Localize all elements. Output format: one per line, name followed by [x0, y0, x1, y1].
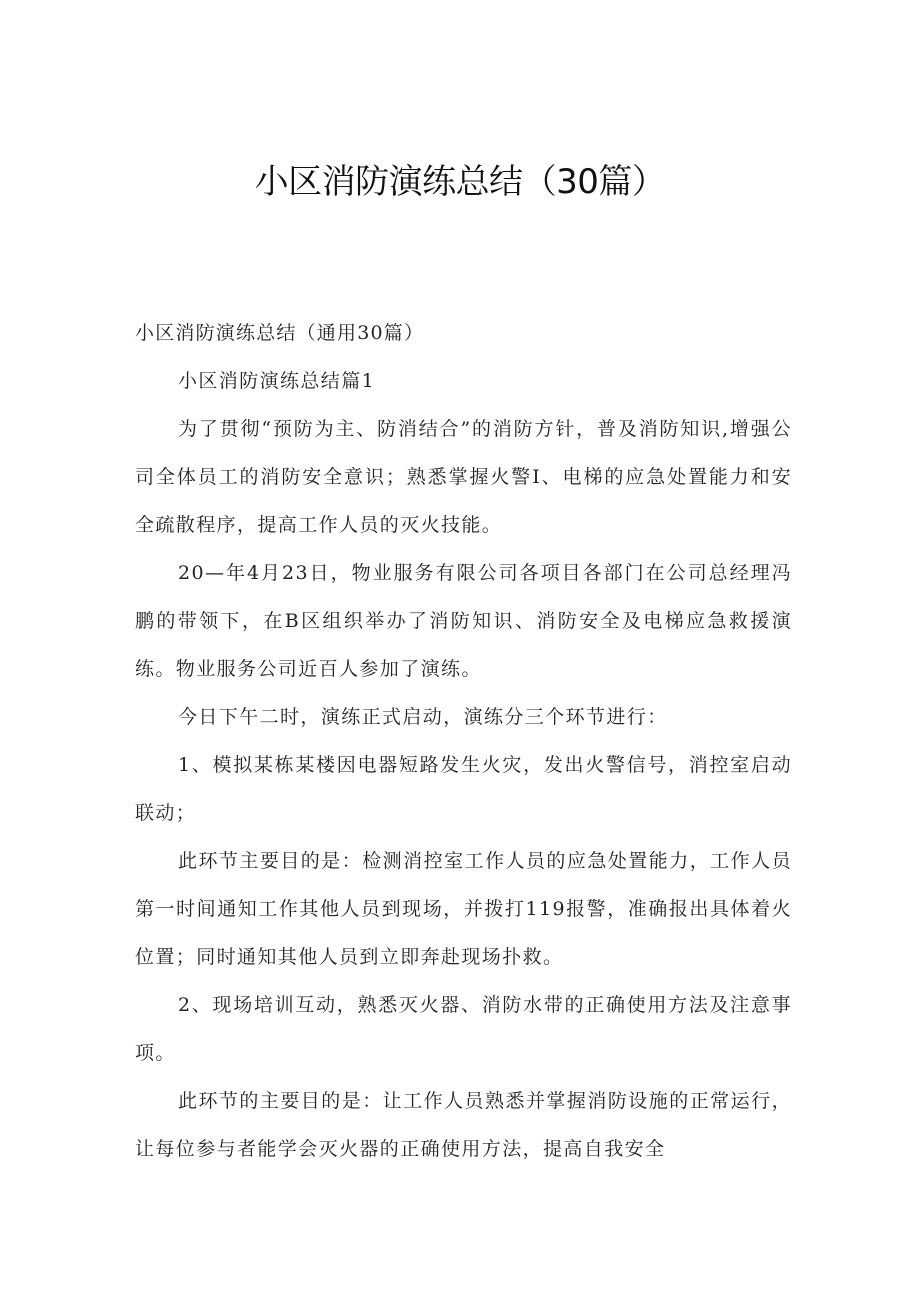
- section-heading: 小区消防演练总结篇1: [178, 370, 376, 392]
- paragraph-schedule: 今日下午二时，演练正式启动，演练分三个环节进行：: [178, 706, 668, 728]
- document-body: [135, 309, 792, 1173]
- paragraph-step-2-goal: 此环节的主要目的是：让工作人员熟悉并掌握消防设施的正常运行，让每位参与者能学会灭火器的正确使用方法，提高自我安全: [135, 1090, 792, 1160]
- paragraph-purpose: 为了贯彻“预防为主、防消结合”的消防方针，普及消防知识,增强公司全体员工的消防安全意识；熟悉掌握火警I、电梯的应急处置能力和安全疏散程序，提高工作人员的灭火技能。: [135, 418, 792, 536]
- document-title: 小区消防演练总结（30篇）: [254, 162, 666, 202]
- paragraph-event-date: 20—年4月23日，物业服务有限公司各项目各部门在公司总经理冯鹏的带领下，在B区组织举办了消防知识、消防安全及电梯应急救援演练。物业服务公司近百人参加了演练。: [135, 562, 792, 680]
- paragraph-step-2: 2、现场培训互动，熟悉灭火器、消防水带的正确使用方法及注意事项。: [135, 994, 792, 1064]
- paragraph-step-1: 1、模拟某栋某楼因电器短路发生火灾，发出火警信号，消控室启动联动；: [135, 754, 792, 824]
- document-subtitle: 小区消防演练总结（通用30篇）: [135, 322, 425, 344]
- paragraph-step-1-goal: 此环节主要目的是：检测消控室工作人员的应急处置能力，工作人员第一时间通知工作其他人员到现场，并拨打119报警，准确报出具体着火位置；同时通知其他人员到立即奔赴现场扑救。: [135, 850, 792, 968]
